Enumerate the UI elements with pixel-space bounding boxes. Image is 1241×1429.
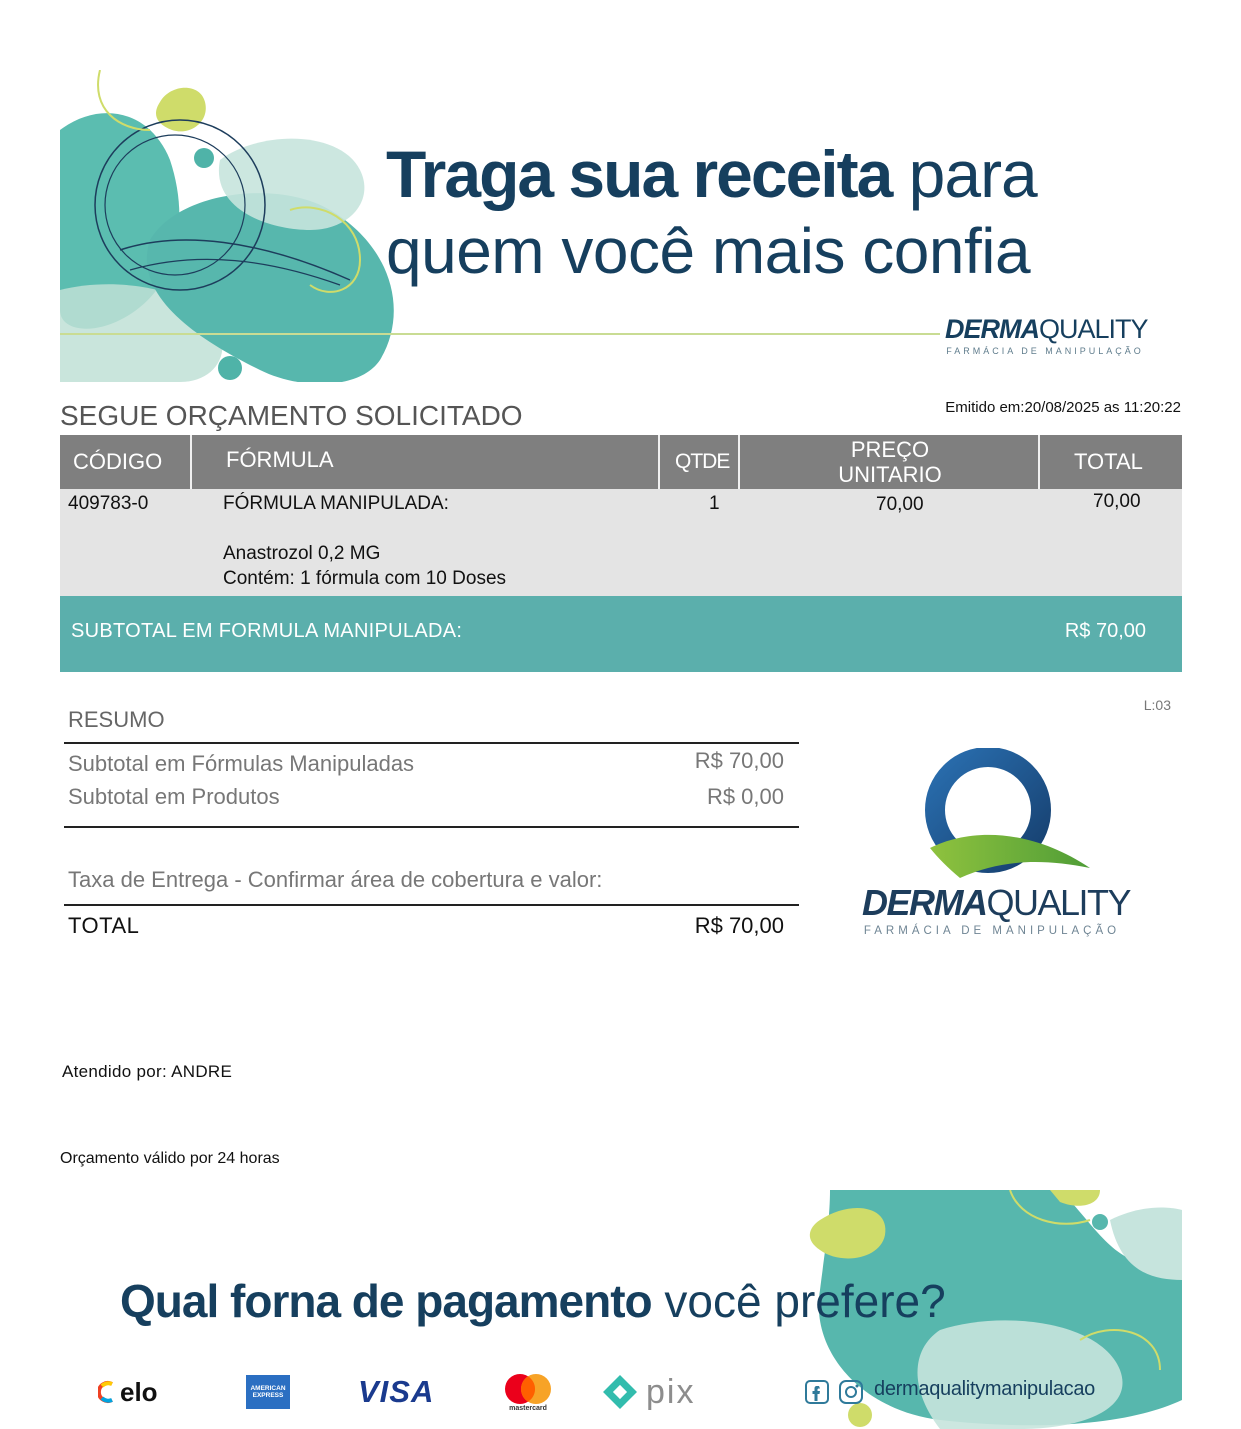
col-qtde-label: QTDE [675, 450, 730, 473]
brand-logo [862, 748, 1131, 948]
pix-logo-icon [600, 1370, 695, 1414]
brand-light: QUALITY [986, 882, 1131, 923]
subtotal-label: SUBTOTAL EM FORMULA MANIPULADA: [71, 620, 463, 642]
col-preco-label: PREÇO [850, 437, 930, 462]
brand-bold: DERMA [862, 882, 987, 923]
row-formula-detail: Contém: 1 fórmula com 10 Doses [223, 568, 507, 589]
payment-headline-strong: Qual forna de pagamento [120, 1275, 652, 1327]
banner-divider [60, 333, 940, 335]
col-unitario-label: UNITARIO [838, 462, 942, 487]
attended-by: Atendido por: ANDRE [62, 1062, 233, 1081]
col-formula [226, 433, 334, 487]
table-header [60, 435, 1182, 489]
summary-divider [64, 904, 799, 906]
brand-subtitle: FARMÁCIA DE MANIPULAÇÃO [863, 925, 1121, 937]
emission-date: Emitido em:20/08/2025 as 11:20:22 [945, 399, 1181, 416]
visa-logo-icon [358, 1370, 434, 1414]
col-total-label: TOTAL [1074, 449, 1143, 474]
bottom-banner [60, 1190, 1182, 1429]
social-handle: dermaqualitymanipulacao [874, 1378, 1096, 1400]
col-codigo-label: CÓDIGO [73, 449, 163, 474]
elo-label: elo [120, 1376, 158, 1407]
banner-headline-line2: quem você mais confia [386, 215, 1031, 287]
page-code: L:03 [1143, 697, 1171, 713]
col-separator [1038, 435, 1040, 489]
row-formula-title: FÓRMULA MANIPULADA: [223, 493, 449, 514]
banner-headline-strong: Traga sua receita [386, 137, 892, 211]
col-separator [658, 435, 660, 489]
amex-logo-icon [246, 1370, 290, 1414]
table-row [60, 489, 1182, 596]
mastercard-circles-icon [500, 1373, 556, 1405]
summary-title: RESUMO [68, 707, 165, 732]
row-qty: 1 [709, 493, 720, 514]
banner-payment-headline [120, 1274, 946, 1328]
col-formula-label: FÓRMULA [226, 447, 334, 472]
subtotal-bar [60, 596, 1182, 672]
brand-logo-small [945, 314, 1148, 356]
summary-products-label: Subtotal em Produtos [68, 784, 280, 809]
payment-headline-light: você prefere? [664, 1275, 946, 1327]
row-unit-price: 70,00 [876, 494, 924, 515]
row-total: 70,00 [1093, 491, 1141, 512]
brand-name [862, 882, 1131, 924]
page-title: SEGUE ORÇAMENTO SOLICITADO [60, 400, 523, 431]
q-logo-icon [920, 748, 1090, 883]
pix-mark-icon [600, 1372, 640, 1412]
brand-subtitle: FARMÁCIA DE MANIPULAÇÃO [946, 346, 1144, 356]
validity-note: Orçamento válido por 24 horas [60, 1150, 280, 1167]
brand-light: QUALITY [1039, 314, 1148, 344]
col-preco-unitario [740, 435, 1040, 489]
elo-mark-icon [98, 1380, 118, 1404]
mastercard-label: mastercard [509, 1404, 547, 1412]
social-icons [804, 1370, 864, 1414]
facebook-icon [804, 1379, 830, 1405]
banner-headline-light: para [908, 137, 1037, 211]
col-separator [190, 435, 192, 489]
summary-divider [64, 826, 799, 828]
top-banner [60, 70, 1182, 382]
banner-headline [386, 136, 1037, 212]
col-qtde [675, 435, 729, 489]
row-formula-item: Anastrozol 0,2 MG [223, 543, 381, 564]
col-total [1074, 435, 1143, 489]
summary-delivery-label: Taxa de Entrega - Confirmar área de cobertura e valor: [68, 867, 603, 892]
summary-products-value: R$ 0,00 [706, 784, 784, 809]
summary-total-value: R$ 70,00 [694, 913, 784, 938]
visa-label: VISA [358, 1374, 435, 1409]
summary-total-label: TOTAL [68, 913, 140, 938]
summary-divider [64, 742, 799, 744]
summary-formulas-value: R$ 70,00 [694, 748, 784, 773]
summary-formulas-label: Subtotal em Fórmulas Manipuladas [68, 751, 415, 776]
amex-box: AMERICAN EXPRESS [246, 1375, 290, 1409]
col-codigo [73, 435, 162, 489]
row-code: 409783-0 [68, 493, 149, 514]
pix-label: pix [646, 1372, 696, 1411]
subtotal-value: R$ 70,00 [1064, 620, 1146, 642]
mastercard-logo-icon [500, 1370, 556, 1414]
brand-bold: DERMA [945, 314, 1039, 344]
elo-logo-icon [98, 1370, 158, 1414]
instagram-icon [838, 1379, 864, 1405]
